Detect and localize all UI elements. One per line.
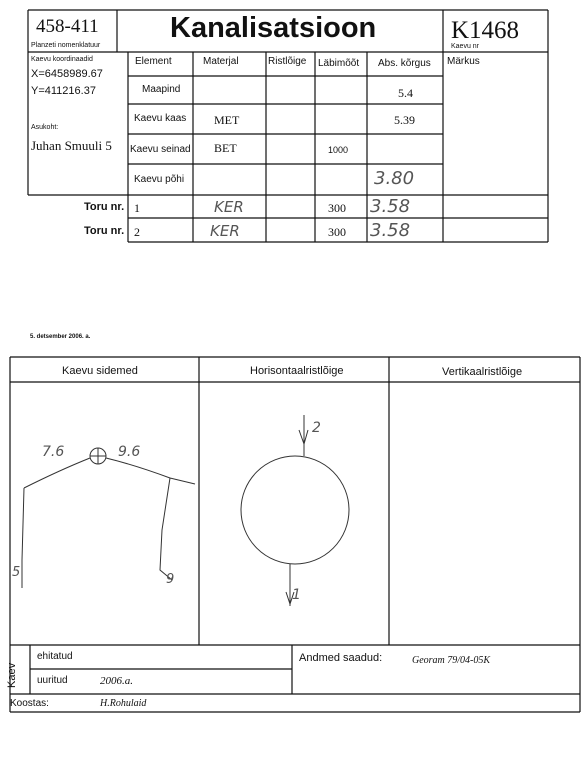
location-value: Juhan Smuuli 5 xyxy=(31,138,112,153)
row-kaas-element: Kaevu kaas xyxy=(134,113,187,124)
well-ties-sketch xyxy=(22,448,195,588)
col-header-element: Element xyxy=(135,56,172,67)
tie-label-bottom-right: 9 xyxy=(166,572,175,587)
row-pohi-element: Kaevu põhi xyxy=(134,174,185,185)
col-header-markus: Märkus xyxy=(447,56,480,67)
sketch-header-horizontal: Horisontaalristlõige xyxy=(250,365,344,377)
andmed-label: Andmed saadud: xyxy=(299,652,383,664)
well-number-caption: Kaevu nr xyxy=(451,43,480,50)
pipe-2-labimoot: 300 xyxy=(328,225,346,239)
sketch-header-ties: Kaevu sidemed xyxy=(62,365,138,377)
pipe-1-labimoot: 300 xyxy=(328,201,346,215)
row-maapind-element: Maapind xyxy=(142,84,181,95)
col-header-labimoot: Läbimõõt xyxy=(318,58,360,69)
row-maapind-korgus: 5.4 xyxy=(398,86,413,100)
row-kaas-materjal: MET xyxy=(214,113,240,127)
pipe-2-nr: 2 xyxy=(134,225,140,239)
sketch-header-vertical: Vertikaalristlõige xyxy=(442,366,523,378)
tie-label-bottom-left: 5 xyxy=(12,565,21,580)
andmed-value: Georam 79/04-05K xyxy=(412,655,491,666)
pipe-2-korgus: 3.58 xyxy=(370,220,411,241)
coord-x: X=6458989.67 xyxy=(31,68,103,80)
location-caption: Asukoht: xyxy=(31,124,59,131)
tie-label-right: 9.6 xyxy=(118,444,141,460)
pipe-arrow-label-1: 1 xyxy=(292,587,301,603)
tie-label-left: 7.6 xyxy=(42,444,65,460)
date-line: 5. detsember 2006. a. xyxy=(30,334,91,340)
row-seinad-element: Kaevu seinad xyxy=(130,144,191,155)
coords-caption: Kaevu koordinaadid xyxy=(31,56,93,63)
pipe-1-label: Toru nr. xyxy=(84,201,125,213)
pipe-1-nr: 1 xyxy=(134,201,140,215)
well-number: K1468 xyxy=(451,17,520,44)
kaev-vertical-label: Kaev xyxy=(6,662,18,688)
koostas-label: Koostas: xyxy=(10,698,49,709)
uuritud-label: uuritud xyxy=(37,675,68,686)
uuritud-value: 2006.a. xyxy=(100,675,133,687)
col-header-korgus: Abs. kõrgus xyxy=(378,58,431,69)
map-sheet-caption: Planzeti nomenklatuur xyxy=(31,42,101,49)
pipe-2-materjal: KER xyxy=(210,222,240,240)
row-pohi-korgus: 3.80 xyxy=(374,168,415,189)
col-header-ristloige: Ristlõige xyxy=(268,56,307,67)
pipe-2-label: Toru nr. xyxy=(84,225,125,237)
page-title: Kanalisatsioon xyxy=(170,12,377,44)
map-sheet-number: 458-411 xyxy=(36,16,99,37)
row-kaas-korgus: 5.39 xyxy=(394,113,415,127)
ehitatud-label: ehitatud xyxy=(37,651,73,662)
pipe-arrow-label-2: 2 xyxy=(312,420,321,436)
col-header-materjal: Materjal xyxy=(203,56,239,67)
horizontal-section-sketch xyxy=(241,415,349,606)
pipe-1-korgus: 3.58 xyxy=(370,196,411,217)
row-seinad-materjal: BET xyxy=(214,141,237,155)
koostas-value: H.Rohulaid xyxy=(100,698,147,709)
pipe-1-materjal: KER xyxy=(214,198,244,216)
row-seinad-labimoot: 1000 xyxy=(328,145,349,155)
coord-y: Y=411216.37 xyxy=(31,85,96,97)
